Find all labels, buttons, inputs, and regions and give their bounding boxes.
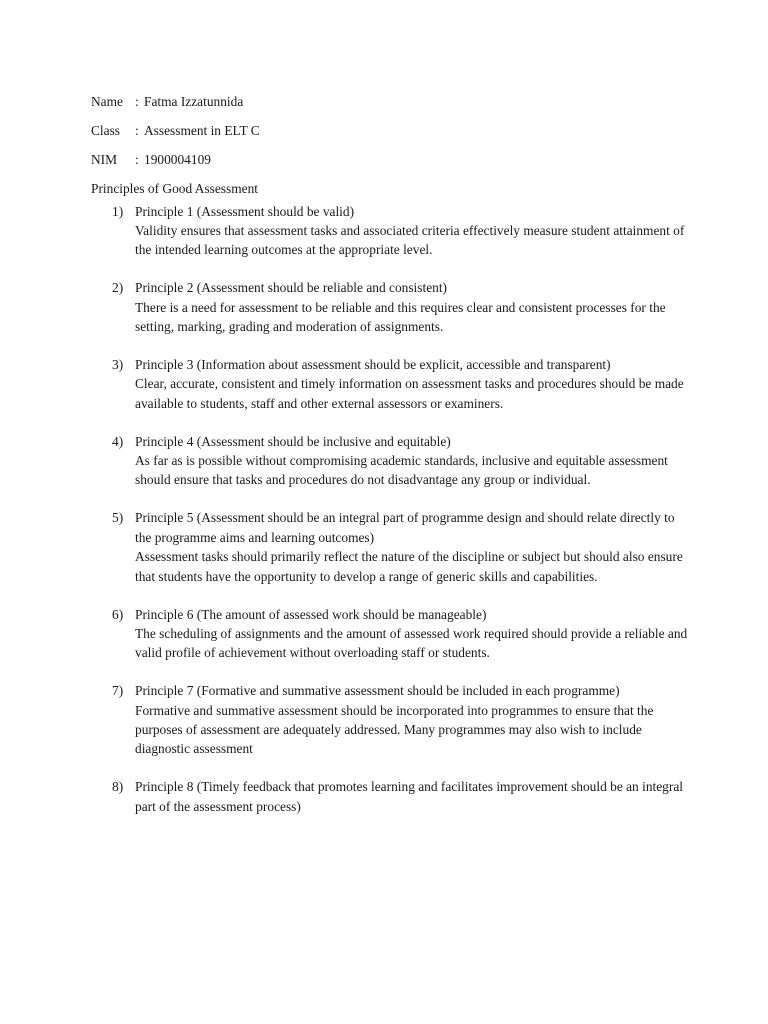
principle-number: 5) [112, 510, 124, 526]
nim-value: 1900004109 [144, 152, 211, 167]
principle-heading: Principle 2 (Assessment should be reliable and consistent) [135, 280, 448, 296]
principle-item-7 [91, 681, 691, 759]
principle-item-1 [91, 202, 691, 260]
principle-number: 3) [112, 356, 124, 372]
principle-heading: Principle 7 (Formative and summative assessment should be included in each programme) [135, 683, 620, 699]
principle-number: 6) [112, 606, 124, 622]
principle-heading: Principle 5 (Assessment should be an integral part of programme design and should relate directly to the programme aims and learning outcomes) [135, 510, 675, 545]
principle-number: 7) [112, 683, 124, 699]
principle-number: 8) [112, 779, 124, 795]
class-value: Assessment in ELT C [144, 123, 260, 138]
principle-heading: Principle 6 (The amount of assessed work should be manageable) [135, 606, 487, 622]
principle-body: As far as is possible without compromising academic standards, inclusive and equitable assessment should ensure that tasks and procedures do not disadvantage any group or individual. [135, 453, 668, 488]
class-label: Class [91, 123, 121, 138]
document-title: Principles of Good Assessment [91, 181, 259, 196]
name-label: Name [91, 94, 123, 109]
principle-item-6 [91, 605, 691, 663]
principle-number: 1) [112, 203, 124, 219]
principle-item-5 [91, 508, 691, 586]
principle-heading: Principle 3 (Information about assessment should be explicit, accessible and transparent) [135, 356, 611, 372]
principle-item-8 [91, 777, 691, 816]
principle-number: 4) [112, 433, 124, 449]
principle-body: Assessment tasks should primarily reflect the nature of the discipline or subject but should also ensure that students have the opportunity to develop a range of generic skills and capabilities. [135, 549, 683, 584]
principle-number: 2) [112, 280, 124, 296]
nim-label: NIM [91, 152, 118, 167]
principle-heading: Principle 8 (Timely feedback that promotes learning and facilitates improvement should be an integral part of the assessment process) [135, 779, 683, 814]
principle-heading: Principle 1 (Assessment should be valid) [135, 203, 355, 219]
principle-item-3 [91, 355, 691, 413]
principle-item-2 [91, 278, 691, 336]
principle-item-4 [91, 432, 691, 490]
principle-body: The scheduling of assignments and the amount of assessed work required should provide a reliable and valid profile of achievement without overloading staff or students. [135, 625, 688, 661]
principle-body: Clear, accurate, consistent and timely information on assessment tasks and procedures should be made available to students, staff and other external assessors or examiners. [135, 376, 684, 411]
principle-body: Validity ensures that assessment tasks and associated criteria effectively measure student attainment of the intended learning outcomes at the appropriate level. [135, 222, 685, 258]
principles-list [91, 202, 691, 817]
principle-heading: Principle 4 (Assessment should be inclusive and equitable) [135, 433, 451, 449]
principle-body: Formative and summative assessment should be incorporated into programmes to ensure that the purposes of assessment are adequately addressed. Many programmes may also wish to include diagnostic assessment [135, 702, 654, 757]
principle-body: There is a need for assessment to be reliable and this requires clear and consistent processes for the setting, marking, grading and moderation of assignments. [135, 299, 666, 335]
class-separator: : [135, 123, 139, 138]
nim-row [91, 150, 691, 170]
name-value: Fatma Izzatunnida [144, 94, 244, 109]
name-separator: : [135, 94, 139, 109]
document-page [91, 92, 691, 835]
nim-separator: : [135, 152, 139, 167]
name-row [91, 92, 691, 112]
class-row [91, 121, 691, 141]
